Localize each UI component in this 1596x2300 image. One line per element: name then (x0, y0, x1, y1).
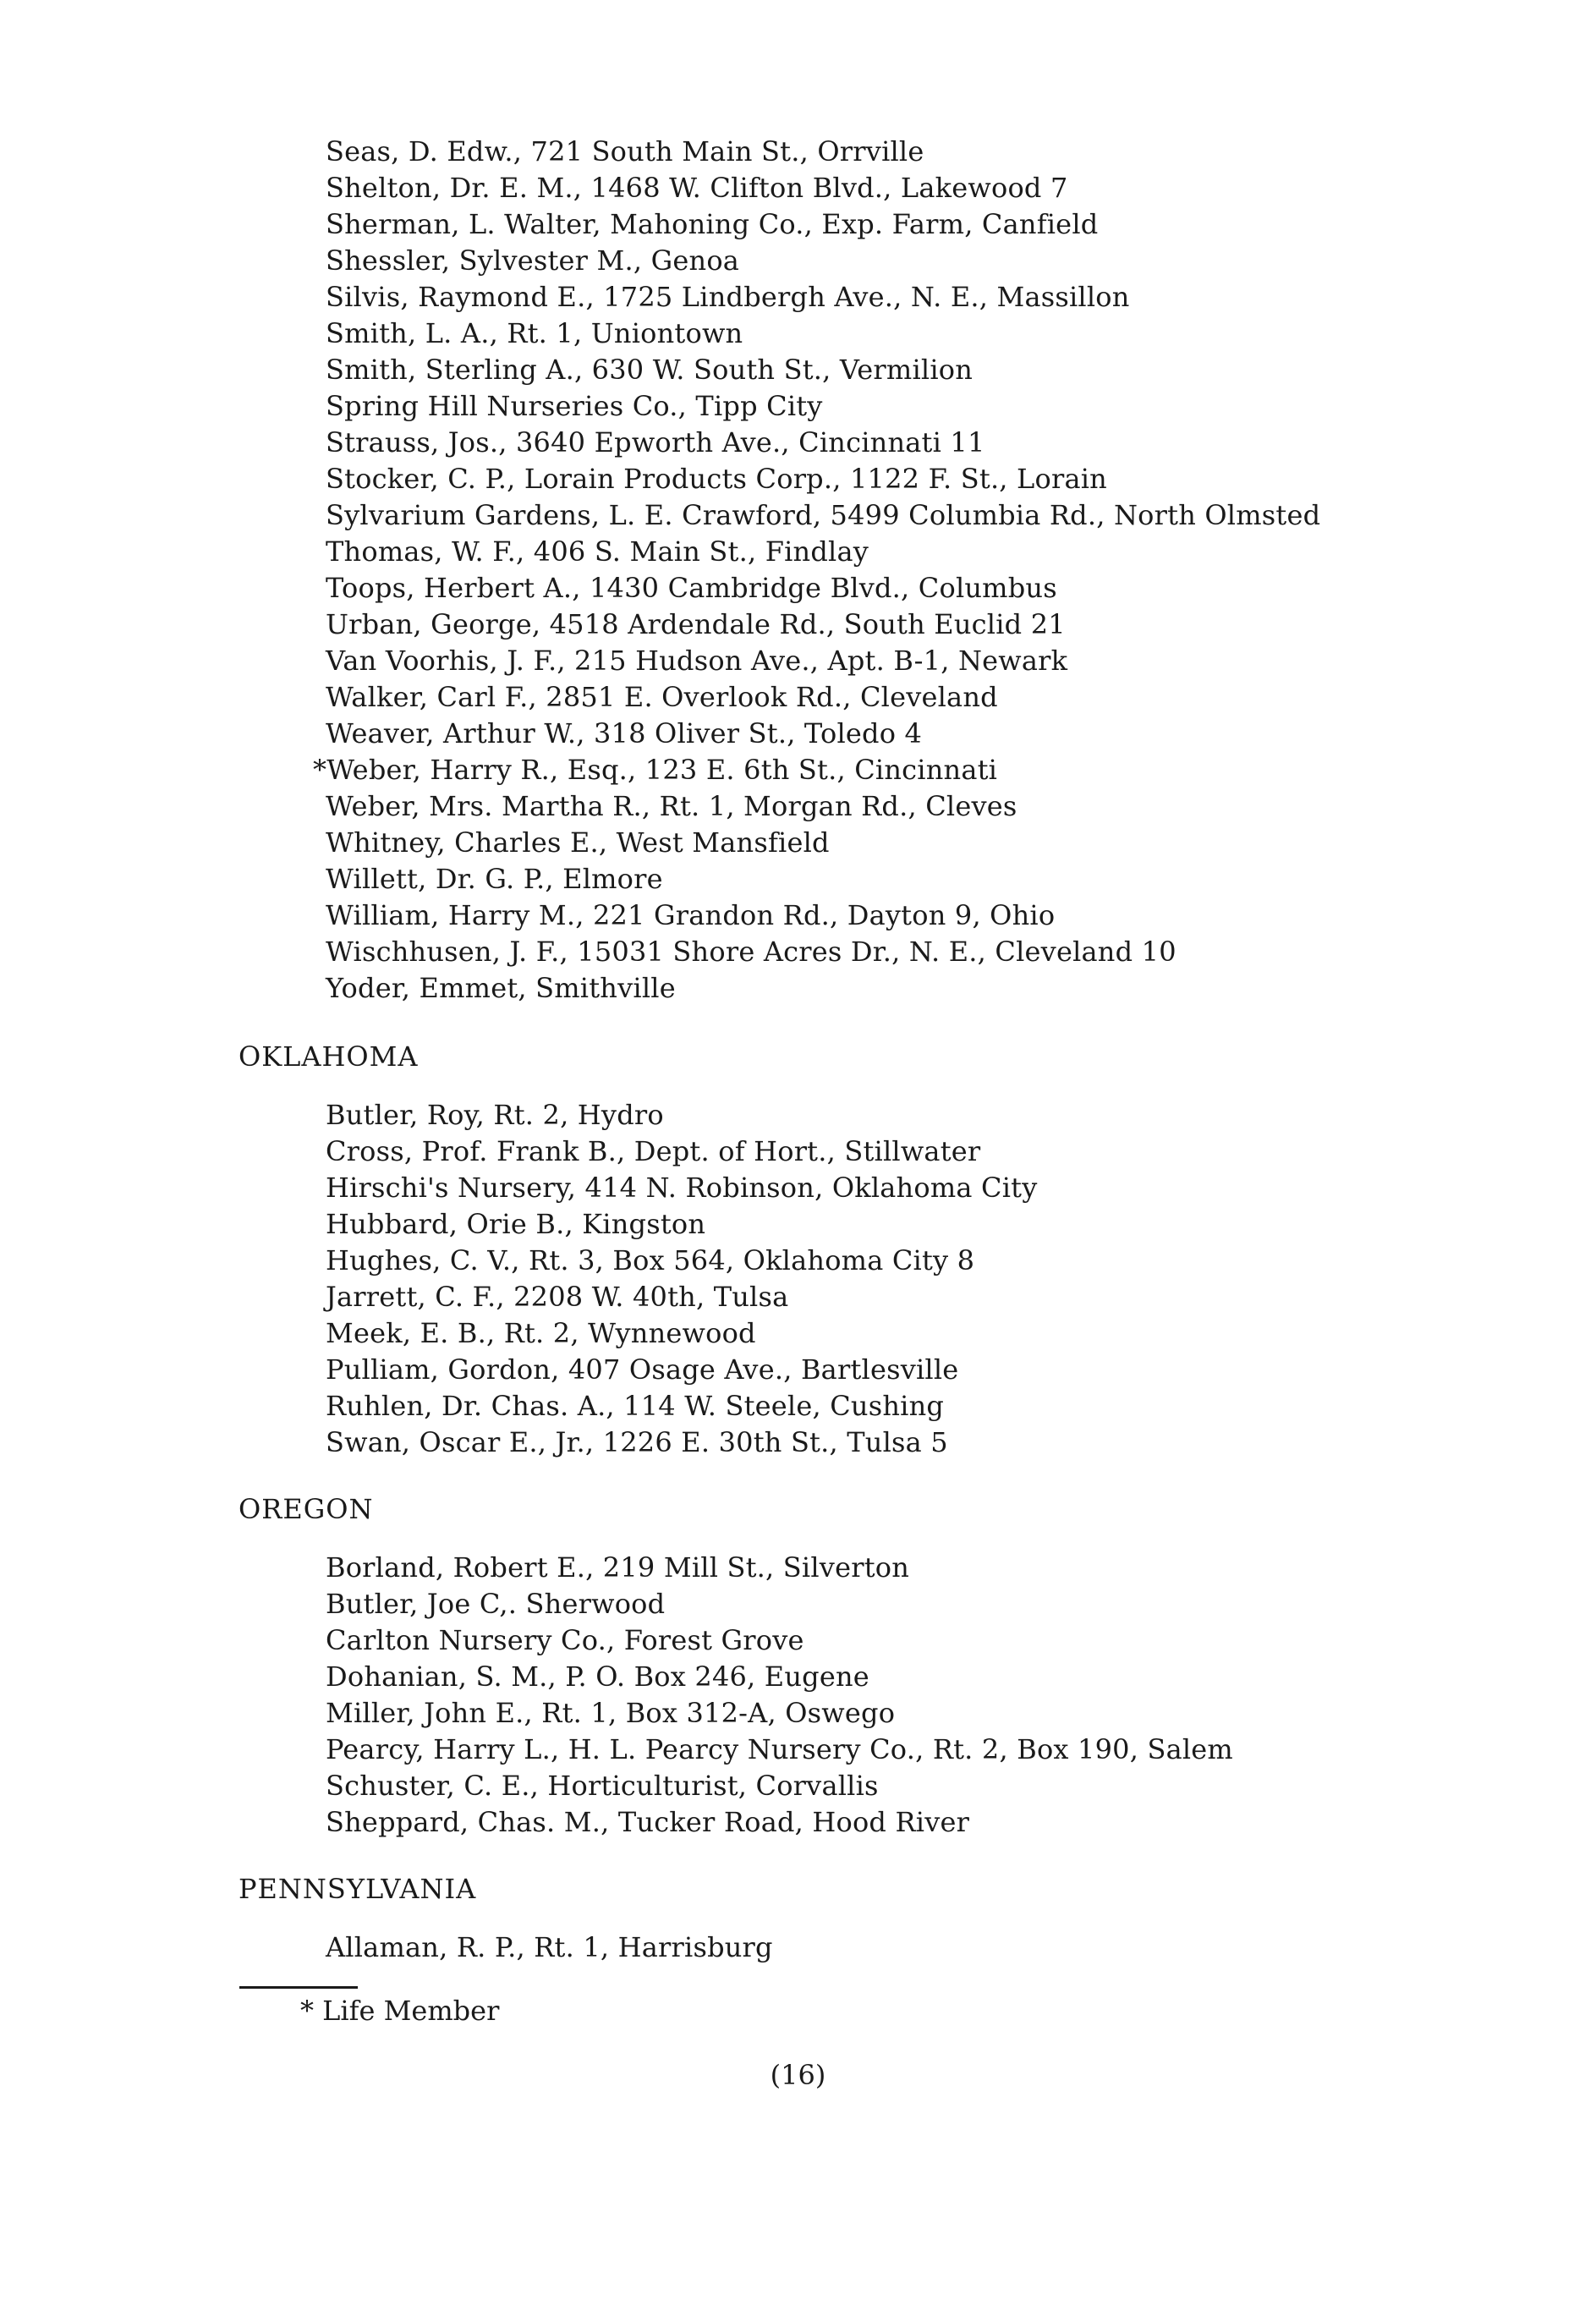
list-item: Toops, Herbert A., 1430 Cambridge Blvd., Columbus (326, 572, 1057, 604)
list-item: Smith, L. A., Rt. 1, Uniontown (326, 317, 743, 349)
list-item: Jarrett, C. F., 2208 W. 40th, Tulsa (326, 1281, 789, 1313)
list-item: Spring Hill Nurseries Co., Tipp City (326, 390, 823, 422)
footnote-rule (239, 1986, 358, 1989)
list-item: Hughes, C. V., Rt. 3, Box 564, Oklahoma City 8 (326, 1244, 975, 1276)
list-item: Willett, Dr. G. P., Elmore (326, 863, 663, 895)
footnote: * Life Member (300, 1995, 500, 2027)
list-item: Shessler, Sylvester M., Genoa (326, 244, 740, 277)
list-item: Weber, Mrs. Martha R., Rt. 1, Morgan Rd., Cleves (326, 790, 1017, 822)
list-item: *Weber, Harry R., Esq., 123 E. 6th St., Cincinnati (313, 754, 998, 786)
list-item: Seas, D. Edw., 721 South Main St., Orrville (326, 135, 924, 167)
section-heading-pennsylvania: PENNSYLVANIA (239, 1873, 477, 1905)
list-item: Schuster, C. E., Horticulturist, Corvallis (326, 1770, 879, 1802)
list-item: Van Voorhis, J. F., 215 Hudson Ave., Apt. B-1, Newark (326, 645, 1068, 677)
list-item: Walker, Carl F., 2851 E. Overlook Rd., Cleveland (326, 681, 998, 713)
list-item: Ruhlen, Dr. Chas. A., 114 W. Steele, Cushing (326, 1390, 945, 1422)
list-item: Pulliam, Gordon, 407 Osage Ave., Bartlesville (326, 1353, 959, 1386)
section-heading-oklahoma: OKLAHOMA (239, 1040, 419, 1073)
list-item: Pearcy, Harry L., H. L. Pearcy Nursery Co., Rt. 2, Box 190, Salem (326, 1733, 1233, 1765)
list-item: Borland, Robert E., 219 Mill St., Silverton (326, 1551, 910, 1584)
list-item: Sherman, L. Walter, Mahoning Co., Exp. Farm, Canfield (326, 208, 1099, 240)
list-item: Strauss, Jos., 3640 Epworth Ave., Cincinnati 11 (326, 426, 985, 458)
list-item: Dohanian, S. M., P. O. Box 246, Eugene (326, 1661, 869, 1693)
list-item: Whitney, Charles E., West Mansfield (326, 826, 830, 859)
list-item: Hirschi's Nursery, 414 N. Robinson, Oklahoma City (326, 1172, 1038, 1204)
list-item: Hubbard, Orie B., Kingston (326, 1208, 706, 1240)
list-item: Yoder, Emmet, Smithville (326, 972, 676, 1004)
list-item: Silvis, Raymond E., 1725 Lindbergh Ave., N. E., Massillon (326, 281, 1130, 313)
list-item: Urban, George, 4518 Ardendale Rd., South Euclid 21 (326, 608, 1066, 640)
list-item: Weaver, Arthur W., 318 Oliver St., Toledo 4 (326, 717, 923, 749)
list-item: Butler, Joe C,. Sherwood (326, 1588, 666, 1620)
list-item: Shelton, Dr. E. M., 1468 W. Clifton Blvd., Lakewood 7 (326, 172, 1068, 204)
page-number: (16) (770, 2059, 826, 2091)
list-item: Smith, Sterling A., 630 W. South St., Vermilion (326, 354, 974, 386)
list-item: Wischhusen, J. F., 15031 Shore Acres Dr., N. E., Cleveland 10 (326, 936, 1176, 968)
list-item: Miller, John E., Rt. 1, Box 312-A, Oswego (326, 1697, 896, 1729)
list-item: Stocker, C. P., Lorain Products Corp., 1122 F. St., Lorain (326, 463, 1107, 495)
list-item: Swan, Oscar E., Jr., 1226 E. 30th St., Tulsa 5 (326, 1426, 948, 1458)
list-item: Carlton Nursery Co., Forest Grove (326, 1624, 804, 1656)
list-item: William, Harry M., 221 Grandon Rd., Dayton 9, Ohio (326, 899, 1056, 931)
list-item: Butler, Roy, Rt. 2, Hydro (326, 1099, 664, 1131)
list-item: Allaman, R. P., Rt. 1, Harrisburg (326, 1931, 773, 1963)
list-item: Meek, E. B., Rt. 2, Wynnewood (326, 1317, 756, 1349)
section-heading-oregon: OREGON (239, 1493, 374, 1525)
list-item: Sylvarium Gardens, L. E. Crawford, 5499 Columbia Rd., North Olmsted (326, 499, 1321, 531)
list-item: Cross, Prof. Frank B., Dept. of Hort., Stillwater (326, 1135, 981, 1167)
list-item: Sheppard, Chas. M., Tucker Road, Hood River (326, 1806, 970, 1838)
list-item: Thomas, W. F., 406 S. Main St., Findlay (326, 535, 869, 568)
